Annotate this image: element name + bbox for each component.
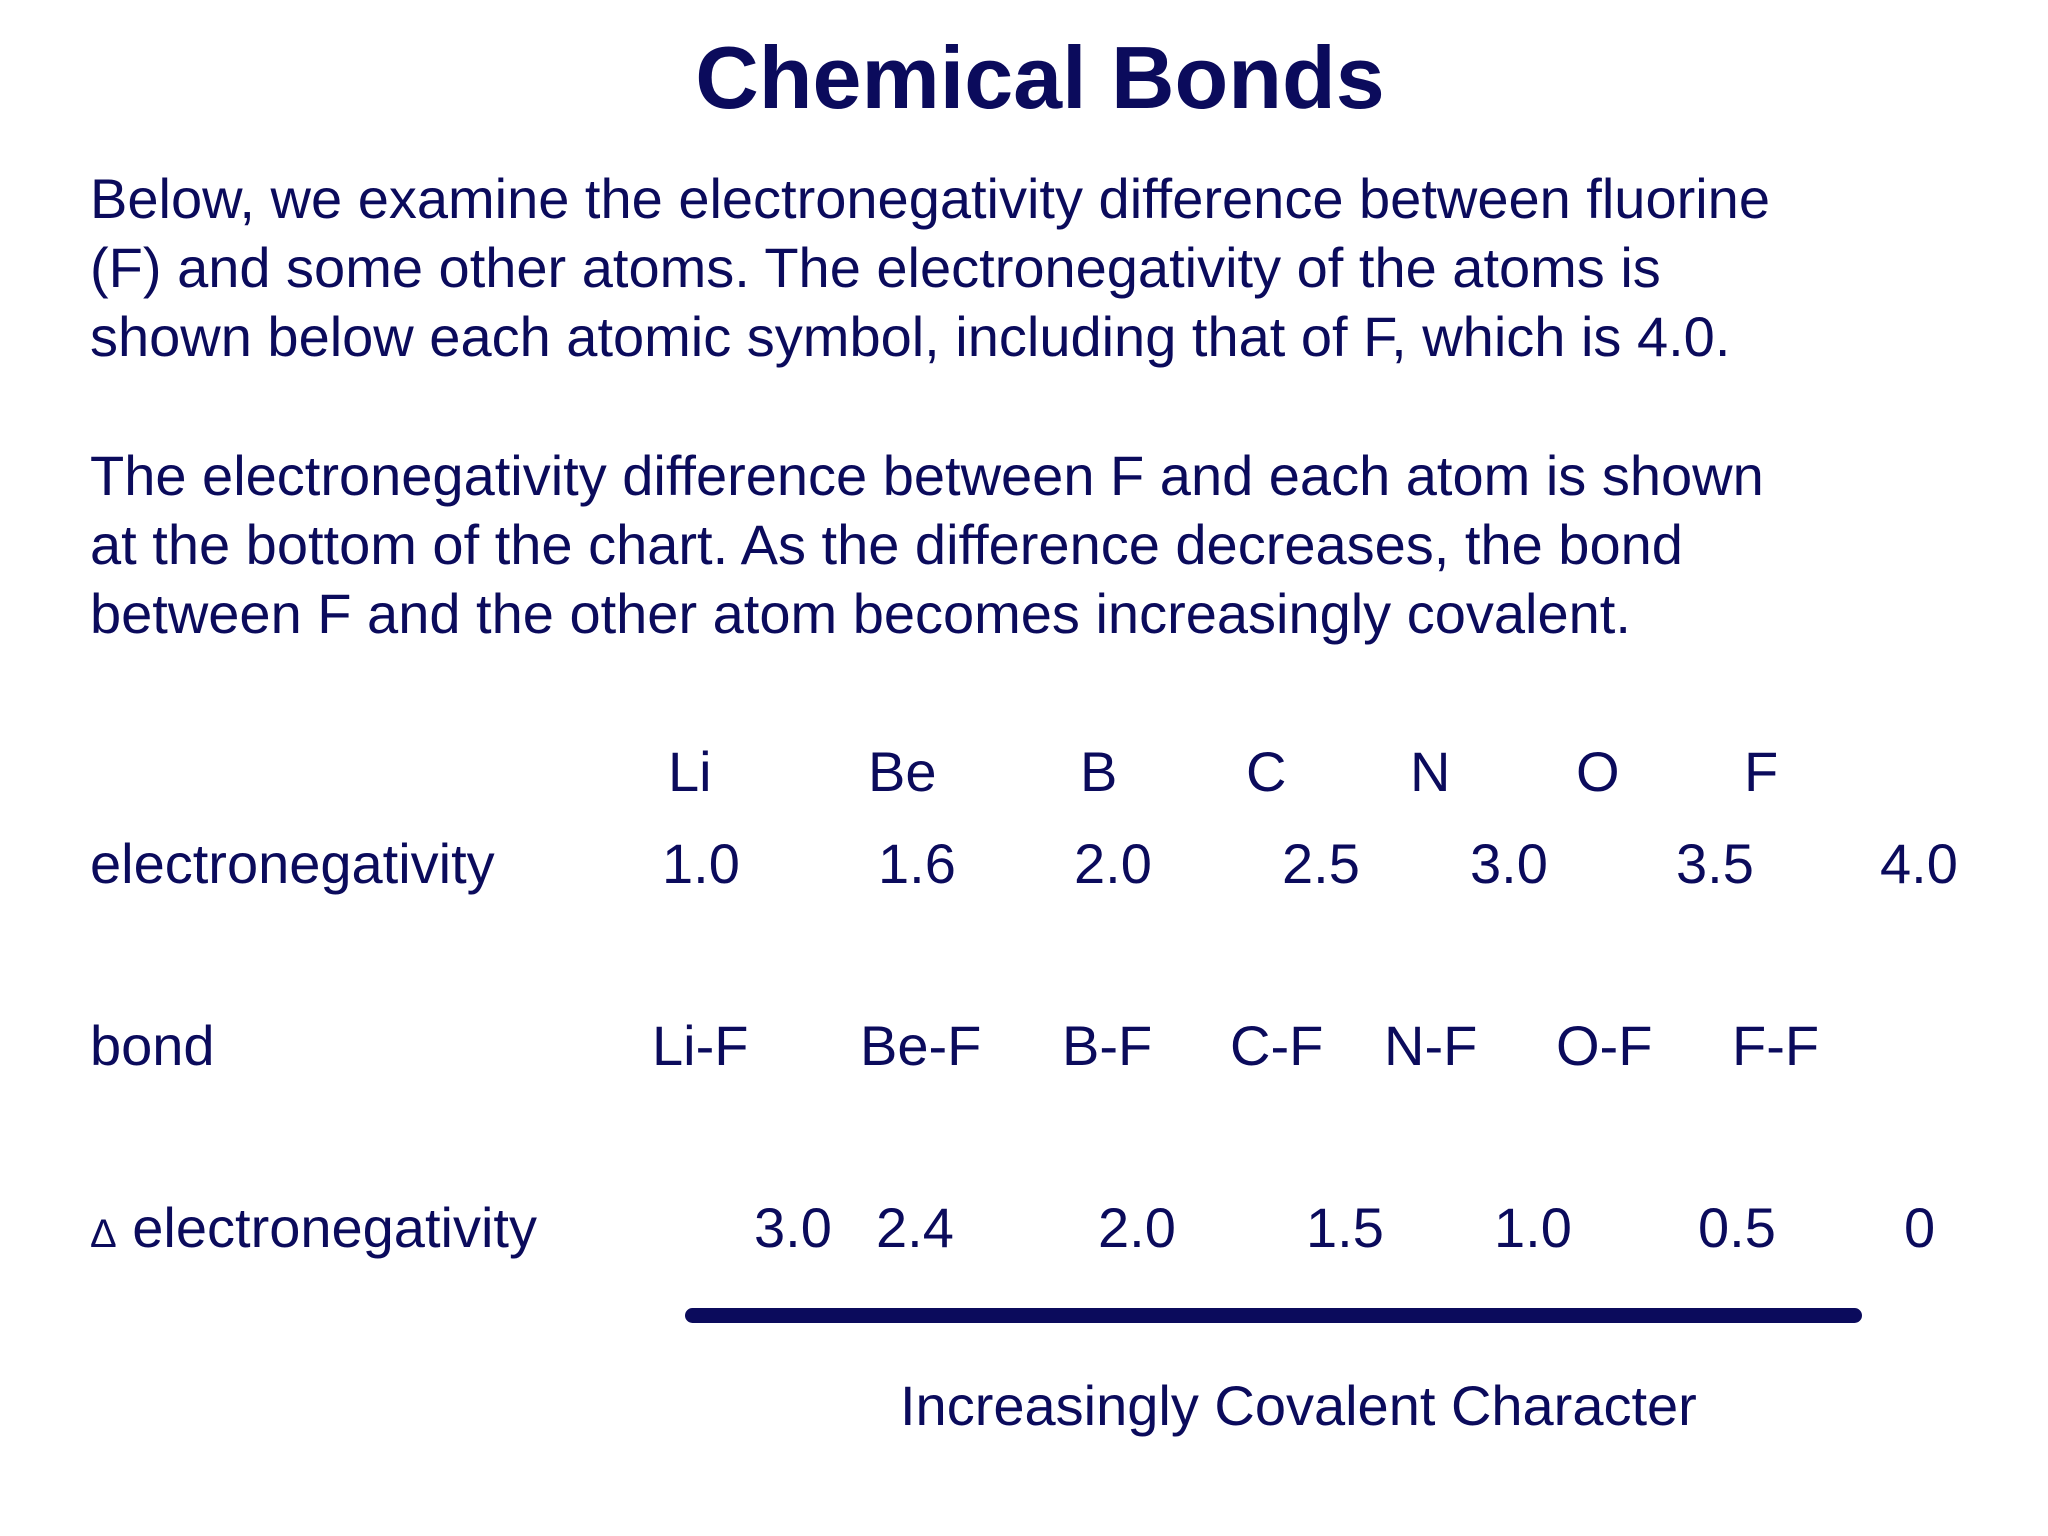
delta-value: 0.5 [1698,1196,1776,1259]
delta-value: 3.0 [754,1196,832,1259]
intro-paragraph [90,164,1990,371]
electronegativity-value: 1.6 [878,832,956,895]
intro-line: shown below each atomic symbol, including that of F, which is 4.0. [90,305,1731,368]
element-symbol-o: O [1576,740,1620,803]
electronegativity-value: 1.0 [662,832,740,895]
element-symbol-li: Li [668,740,712,803]
explanation-line: The electronegativity difference between F and each atom is shown [90,444,1764,507]
bond-o-f: O-F [1556,1014,1653,1077]
covalent-caption: Increasingly Covalent Character [900,1374,1697,1437]
explanation-line: between F and the other atom becomes increasingly covalent. [90,582,1631,645]
bond-label: bond [90,1014,215,1077]
electronegativity-label: electronegativity [90,832,495,895]
page-title: Chemical Bonds [695,28,1385,127]
element-symbol-f: F [1744,740,1779,803]
intro-line: (F) and some other atoms. The electronegativity of the atoms is [90,236,1661,299]
delta-value: 1.0 [1494,1196,1572,1259]
delta-label-text: electronegativity [132,1196,537,1259]
bond-li-f: Li-F [652,1014,749,1077]
electronegativity-value: 3.5 [1676,832,1754,895]
delta-symbol: Δ [90,1212,117,1256]
delta-electronegativity-label [90,1196,537,1259]
electronegativity-value: 3.0 [1470,832,1548,895]
explanation-line: at the bottom of the chart. As the difference decreases, the bond [90,513,1683,576]
element-symbol-n: N [1410,740,1451,803]
electronegativity-value: 2.0 [1074,832,1152,895]
delta-value: 2.4 [876,1196,954,1259]
delta-value: 2.0 [1098,1196,1176,1259]
delta-value: 1.5 [1306,1196,1384,1259]
electronegativity-value: 2.5 [1282,832,1360,895]
element-symbol-b: B [1080,740,1118,803]
electronegativity-value: 4.0 [1880,832,1958,895]
element-symbol-c: C [1246,740,1287,803]
bond-f-f: F-F [1732,1014,1820,1077]
delta-value: 0 [1904,1196,1936,1259]
covalent-scale-bar [685,1308,1862,1323]
bond-n-f: N-F [1384,1014,1478,1077]
intro-line: Below, we examine the electronegativity difference between fluorine [90,167,1770,230]
bond-be-f: Be-F [860,1014,982,1077]
bond-c-f: C-F [1230,1014,1324,1077]
bond-b-f: B-F [1062,1014,1153,1077]
explanation-paragraph [90,441,1990,648]
element-symbol-be: Be [868,740,937,803]
